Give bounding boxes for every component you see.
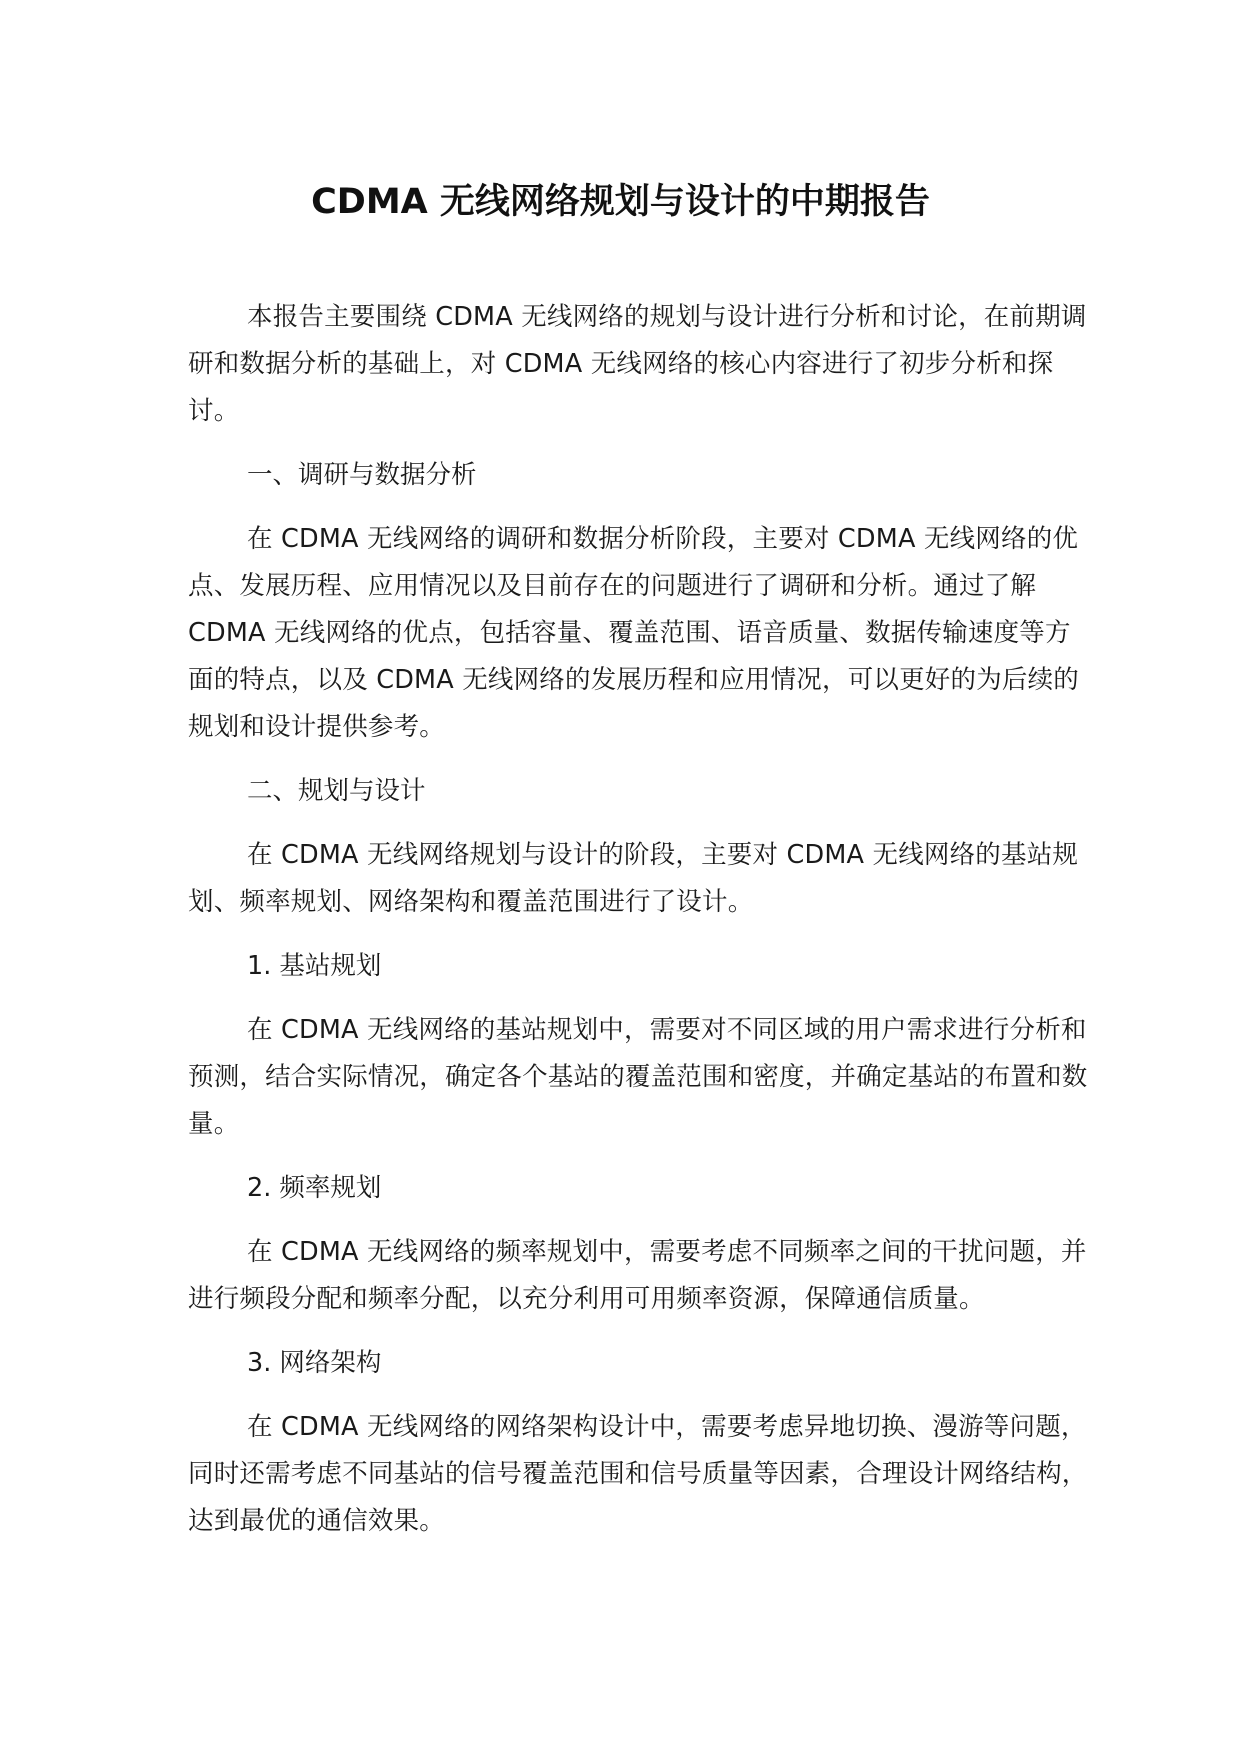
subsection-3-paragraph: 在 CDMA 无线网络的网络架构设计中，需要考虑异地切换、漫游等问题，同时还需考虑不同基站的信号覆盖范围和信号质量等因素，合理设计网络结构，达到最优的通信效果。 bbox=[188, 1412, 1088, 1536]
section-2-heading: 二、规划与设计 bbox=[247, 776, 426, 806]
section-1-heading: 一、调研与数据分析 bbox=[247, 460, 477, 490]
subsection-2-paragraph: 在 CDMA 无线网络的频率规划中，需要考虑不同频率之间的干扰问题，并进行频段分配和频率分配，以充分利用可用频率资源，保障通信质量。 bbox=[188, 1237, 1087, 1314]
intro-paragraph: 本报告主要围绕 CDMA 无线网络的规划与设计进行分析和讨论，在前期调研和数据分析的基础上，对 CDMA 无线网络的核心内容进行了初步分析和探讨。 bbox=[188, 302, 1087, 426]
subsection-1-heading: 1. 基站规划 bbox=[247, 951, 382, 981]
subsection-1-paragraph: 在 CDMA 无线网络的基站规划中，需要对不同区域的用户需求进行分析和预测，结合实际情况，确定各个基站的覆盖范围和密度，并确定基站的布置和数量。 bbox=[188, 1015, 1088, 1139]
section-1-paragraph: 在 CDMA 无线网络的调研和数据分析阶段，主要对 CDMA 无线网络的优点、发展历程、应用情况以及目前存在的问题进行了调研和分析。通过了解 CDMA 无线网络的优点，包括容量、覆盖范围、语音质量、数据传输速度等方面的特点，以及 CDMA 无线网络的发展历程和应用情况，可以更好的为后续的规划和设计提供参考。 bbox=[188, 524, 1079, 742]
document-body bbox=[188, 294, 1090, 1562]
subsection-2-heading: 2. 频率规划 bbox=[247, 1173, 382, 1203]
document-title: CDMA 无线网络规划与设计的中期报告 bbox=[311, 182, 930, 222]
section-2-paragraph: 在 CDMA 无线网络规划与设计的阶段，主要对 CDMA 无线网络的基站规划、频率规划、网络架构和覆盖范围进行了设计。 bbox=[188, 840, 1079, 917]
subsection-3-heading: 3. 网络架构 bbox=[247, 1348, 382, 1378]
